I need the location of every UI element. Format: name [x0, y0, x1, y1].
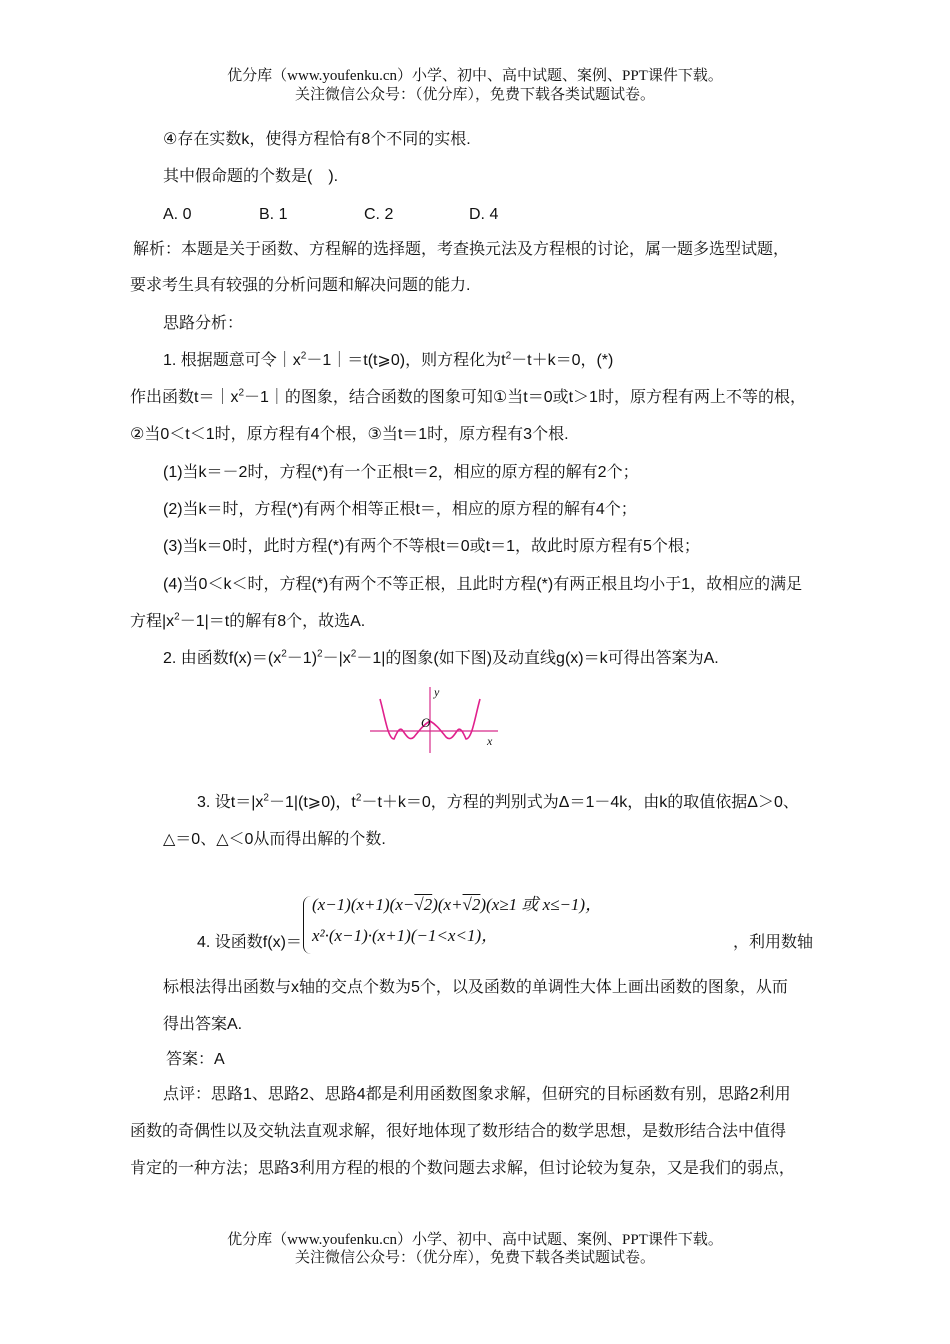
idea-4-line-3: 得出答案A.: [163, 1016, 243, 1033]
option-d: [469, 205, 498, 225]
piece-1: (x−1)(x+1)(x−√2)(x+√2)(x≥1 或 x≤−1)，: [312, 895, 603, 914]
statement-4: ④存在实数k，使得方程恰有8个不同的实根.: [163, 131, 471, 148]
footer-line-1: 优分库（www.youfenku.cn）小学、初中、高中试题、案例、PPT课件下载。: [227, 1232, 723, 1248]
option-letter: C.: [364, 206, 380, 223]
option-value: 0: [182, 206, 192, 223]
x-axis-label: x: [487, 734, 493, 748]
idea-2: 2. 由函数$f(x)=(x^2-1)^2-|x^2-1|$的图象(如下图)及动直线g(x)＝k可得出答案为A.: [163, 648, 719, 667]
idea-4-lead: 4. 设函数f(x)＝: [197, 934, 302, 951]
analysis-line-1: 解析：本题是关于函数、方程解的选择题，考查换元法及方程根的讨论，属一题多选型试题，: [133, 241, 790, 258]
option-a: [163, 205, 191, 225]
comment-line-1: 点评：思路1、思路2、思路4都是利用函数图象求解，但研究的目标函数有别，思路2利用: [163, 1086, 791, 1103]
function-graph: [366, 683, 502, 757]
idea-4-line-2: 标根法得出函数与x轴的交点个数为5个，以及函数的单调性大体上画出函数的图象，从而: [163, 979, 788, 996]
origin-label: O: [421, 715, 431, 730]
header-line-2: 关注微信公众号：（优分库），免费下载各类试题试卷。: [294, 87, 655, 103]
idea-1-line-2: 作出函数$t=|x^2-1|$的图象，结合函数的图象可知①当t＝0或t＞1时，原方程有两上不等的根，: [130, 387, 806, 406]
option-b: [259, 205, 287, 225]
footer-line-2: 关注微信公众号：（优分库），免费下载各类试题试卷。: [294, 1250, 655, 1266]
idea-4-tail: ，利用数轴: [733, 934, 814, 951]
answer: 答案：A: [166, 1051, 225, 1068]
option-letter: A.: [163, 206, 179, 223]
idea-1-line-1: 1. 根据题意可令$|x^2-1|=t(t⩾0)$，则方程化为$t^2-t+k=0$，(*): [163, 350, 614, 369]
comment-line-2: 函数的奇偶性以及交轨法直观求解，很好地体现了数形结合的数学思想，是数形结合法中值得: [130, 1123, 787, 1140]
idea-3-line-2: △＝0、△＜0从而得出解的个数.: [163, 831, 386, 848]
case-1: (1)当k＝－2时，方程(*)有一个正根t＝2，相应的原方程的解有2个；: [163, 464, 639, 481]
y-axis-label: y: [434, 685, 440, 699]
case-4: (4)当0＜k＜时，方程(*)有两个不等正根，且此时方程(*)有两正根且均小于1，故相应的满足: [163, 576, 803, 593]
piecewise-brace: [303, 896, 312, 954]
case-3: (3)当k＝0时，此时方程(*)有两个不等根t＝0或t＝1，故此时原方程有5个根；: [163, 538, 700, 555]
option-value: 4: [489, 206, 499, 223]
header-line-1: 优分库（www.youfenku.cn）小学、初中、高中试题、案例、PPT课件下载。: [227, 68, 723, 84]
analysis-line-2: 要求考生具有较强的分析问题和解决问题的能力.: [130, 277, 471, 294]
option-c: [364, 205, 393, 225]
question-text: 其中假命题的个数是( ).: [163, 168, 339, 185]
case-2: (2)当k＝时，方程(*)有两个相等正根t＝，相应的原方程的解有4个；: [163, 501, 637, 518]
option-value: 1: [278, 206, 288, 223]
idea-3-line-1: 3. 设$t=|x^2-1|(t⩾0)$，$t^2-t+k=0$，方程的判别式为Δ＝1－4k，由k的取值依据Δ＞0、: [197, 792, 799, 811]
comment-line-3: 肯定的一种方法；思路3利用方程的根的个数问题去求解，但讨论较为复杂，又是我们的弱点，: [130, 1160, 795, 1177]
idea-title: 思路分析：: [163, 315, 244, 332]
option-letter: B.: [259, 206, 275, 223]
option-value: 2: [384, 206, 394, 223]
piece-2: x²·(x−1)·(x+1)(−1<x<1)，: [312, 926, 499, 945]
idea-1-line-3: ②当0＜t＜1时，原方程有4个根，③当t＝1时，原方程有3个根.: [130, 426, 569, 443]
option-letter: D.: [469, 206, 485, 223]
case-4-cont: 方程$|x^2-1|=t$的解有8个，故选A.: [130, 611, 366, 630]
